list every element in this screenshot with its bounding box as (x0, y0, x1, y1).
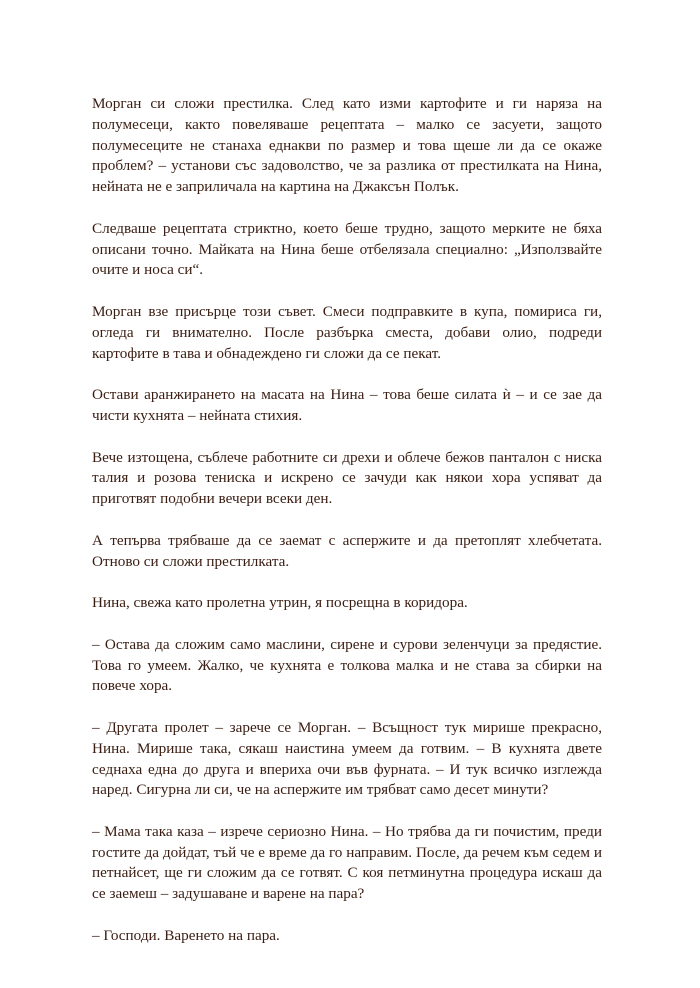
paragraph-4: Остави аранжирането на масата на Нина – това беше силата ѝ – и се зае да чисти кухнята – нейната стихия. (92, 386, 602, 424)
paragraph-6: А тепърва трябваше да се заемат с аспержите и да претоплят хлебчетата. Отново си сложи престилката. (92, 531, 602, 570)
paragraph-9: – Другата пролет – зарече се Морган. – Всъщност тук мирише прекрасно, Нина. Мирише така, сякаш наистина умеем да готвим. – В кухнята двете седнаха една до друга и впериха очи във фурната. – И тук всичко изглежда наред. Сигурна ли си, че на аспержите им трябват само десет минути? (92, 718, 602, 799)
paragraph-3: Морган взе присърце този съвет. Смеси подправките в купа, помириса ги, огледа ги внимателно. После разбърка сместа, добави олио, подреди картофите в тава и обнадеждено ги сложи да се пекат. (92, 302, 602, 362)
paragraph-5: Вече изтощена, съблече работните си дрехи и облече бежов панталон с ниска талия и розова тениска и искрено се зачуди как някои хора успяват да приготвят подобни вечери всеки ден. (92, 448, 602, 508)
body-text (92, 94, 602, 967)
paragraph-10: – Мама така каза – изрече сериозно Нина. – Но трябва да ги почистим, преди гостите да дойдат, тъй че е време да го направим. После, да речем към седем и петнайсет, ще ги сложим да се готвят. С коя петминутна процедура искаш да се заемеш – задушаване и варене на пара? (92, 822, 602, 903)
paragraph-2: Следваше рецептата стриктно, което беше трудно, защото мерките не бяха описани точно. Майката на Нина беше отбелязала специално: „Използвайте очите и носа си“. (92, 219, 602, 279)
paragraph-8: – Остава да сложим само маслини, сирене и сурови зеленчуци за предястие. Това го умеем. Жалко, че кухнята е толкова малка и не става за сбирки на повече хора. (92, 635, 602, 695)
paragraph-1: Морган си сложи престилка. След като изми картофите и ги наряза на полумесеци, както повеляваше рецептата – малко се засуети, защото полумесеците не станаха еднакви по размер и това щеше ли да се окаже проблем? – установи със задоволство, че за разлика от престилката на Нина, нейната не е заприличала на картина на Джаксън Полък. (92, 95, 602, 196)
paragraph-11: – Господи. Варенето на пара. (92, 926, 280, 944)
paragraph-7: Нина, свежа като пролетна утрин, я посрещна в коридора. (92, 594, 468, 612)
